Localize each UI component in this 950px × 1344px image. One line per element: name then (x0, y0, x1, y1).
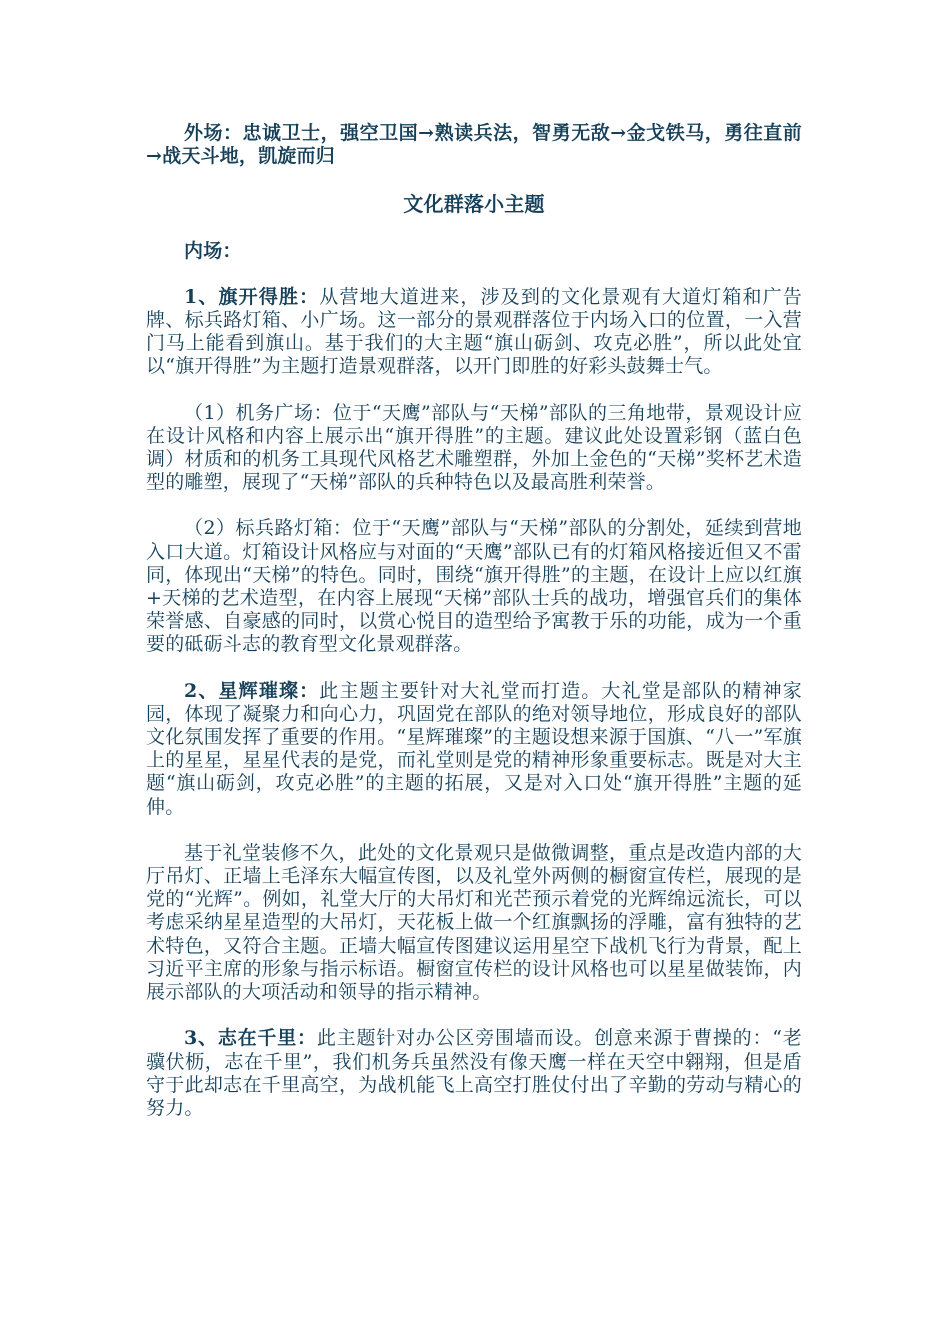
paragraph-3 (146, 517, 802, 656)
paragraph-6 (146, 1027, 802, 1120)
paragraph-4 (146, 680, 802, 819)
paragraph-text: 基于礼堂装修不久，此处的文化景观只是做微调整，重点是改造内部的大厅吊灯、正墙上毛泽东大幅宣传图，以及礼堂外两侧的橱窗宣传栏，展现的是党的“光辉”。例如，礼堂大厅的大吊灯和光芒预示着党的光辉绵远流长，可以考虑采纳星星造型的大吊灯，天花板上做一个红旗飘扬的浮雕，富有独特的艺术特色，又符合主题。正墙大幅宣传图建议运用星空下战机飞行为背景，配上习近平主席的形象与指示标语。橱窗宣传栏的设计风格也可以星星做装饰，内展示部队的大项活动和领导的指示精神。 (146, 841, 802, 1004)
paragraph-lead: 1、旗开得胜： (184, 285, 320, 308)
paragraph-text: 此主题主要针对大礼堂而打造。大礼堂是部队的精神家园，体现了凝聚力和向心力，巩固党在部队的绝对领导地位，形成良好的部队文化氛围发挥了重要的作用。“星辉璀璨”的主题设想来源于国旗、“八一”军旗上的星星，星星代表的是党，而礼堂则是党的精神形象重要标志。既是对大主题“旗山砺剑，攻克必胜”的主题的拓展，又是对入口处“旗开得胜”主题的延伸。 (146, 679, 802, 818)
inner-field-label: 内场： (184, 239, 242, 262)
paragraph-text: （2）标兵路灯箱：位于“天鹰”部队与“天梯”部队的分割处，延续到营地入口大道。灯箱设计风格应与对面的“天鹰”部队已有的灯箱风格接近但又不雷同，体现出“天梯”的特色。同时，围绕“旗开得胜”的主题，在设计上应以红旗+天梯的艺术造型，在内容上展现“天梯”部队士兵的战功，增强官兵们的集体荣誉感、自豪感的同时，以赏心悦目的造型给予寓教于乐的功能，成为一个重要的砥砺斗志的教育型文化景观群落。 (146, 517, 802, 656)
outer-field-text: 忠诚卫士，强空卫国→熟读兵法，智勇无敌→金戈铁马，勇往直前→战天斗地，凯旋而归 (146, 122, 802, 168)
paragraph-lead: 3、志在千里： (184, 1027, 317, 1050)
paragraph-text: 此主题针对办公区旁围墙而设。创意来源于曹操的：“老骥伏枥，志在千里”，我们机务兵虽然没有像天鹰一样在天空中翱翔，但是盾守于此却志在千里高空，为战机能飞上高空打胜仗付出了辛勤的劳动与精心的努力。 (146, 1027, 803, 1119)
section-title: 文化群落小主题 (403, 192, 545, 217)
paragraph-lead: 2、星辉璀璨： (184, 679, 320, 702)
paragraph-5 (146, 842, 802, 1004)
outer-field-label: 外场： (184, 122, 243, 144)
paragraph-1 (146, 286, 802, 379)
paragraph-text: 从营地大道进来，涉及到的文化景观有大道灯箱和广告牌、标兵路灯箱、小广场。这一部分的景观群落位于内场入口的位置，一入营门马上能看到旗山。基于我们的大主题“旗山砺剑、攻克必胜”，所以此处宜以“旗开得胜”为主题打造景观群落，以开门即胜的好彩头鼓舞士气。 (146, 285, 802, 378)
paragraph-2 (146, 402, 802, 495)
outer-field-paragraph (146, 122, 802, 168)
paragraph-text: （1）机务广场：位于“天鹰”部队与“天梯”部队的三角地带，景观设计应在设计风格和内容上展示出“旗开得胜”的主题。建议此处设置彩钢（蓝白色调）材质和的机务工具现代风格艺术雕塑群，外加上金色的“天梯”奖杯艺术造型的雕塑，展现了“天梯”部队的兵种特色以及最高胜利荣誉。 (146, 401, 802, 494)
document-page (146, 122, 802, 1143)
